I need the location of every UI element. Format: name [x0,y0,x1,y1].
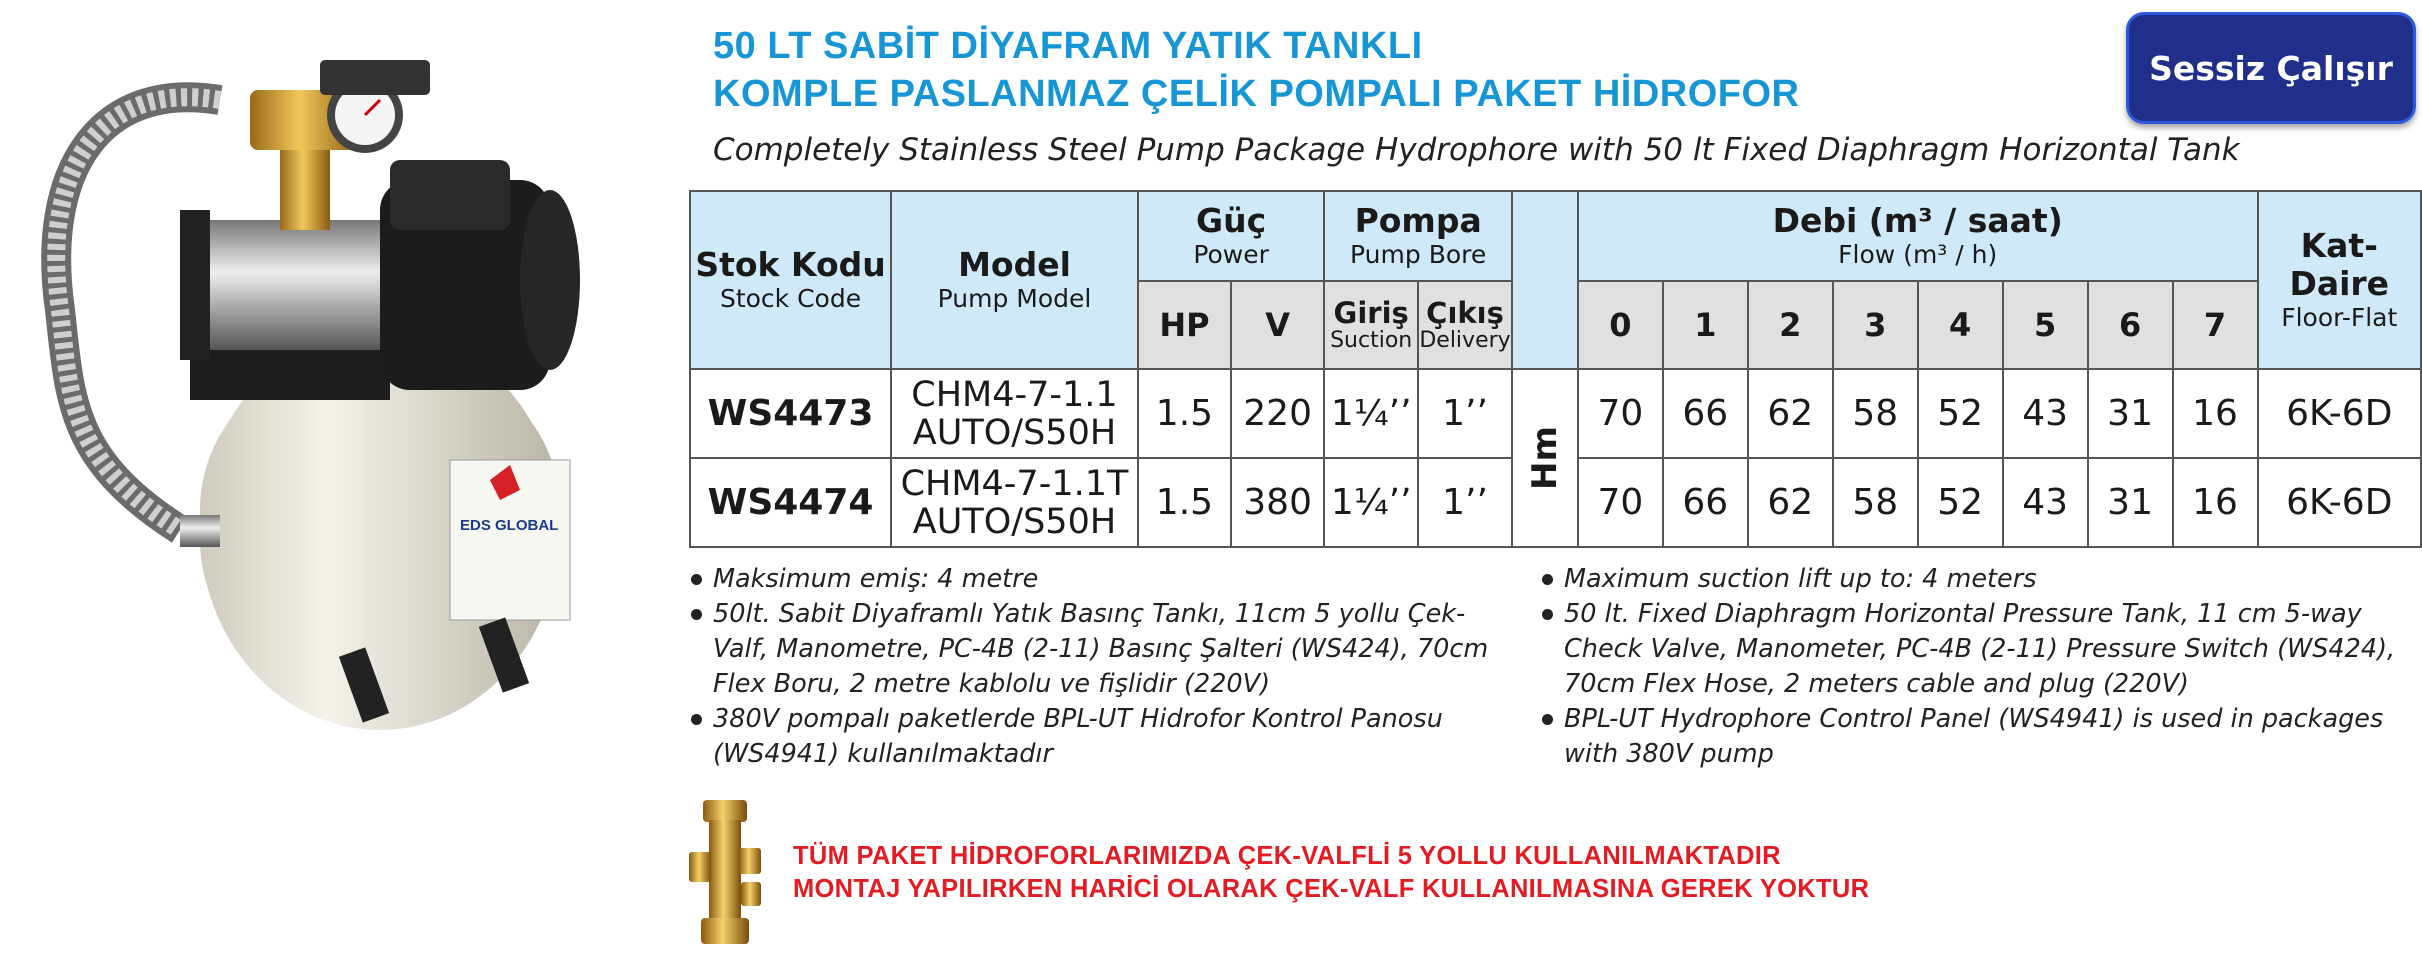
header-pump-tr: Pompa [1354,201,1482,240]
flow-cell: 70 [1578,369,1663,458]
flow-cell: 43 [2003,458,2088,547]
header-suction-en: Suction [1330,328,1413,353]
warning-text [793,840,1869,906]
volt-cell: 220 [1231,369,1324,458]
header-floor-en: Floor-Flat [2281,303,2398,332]
flow-cell: 70 [1578,458,1663,547]
check-valve-icon [685,800,765,945]
header-flow-1: 1 [1663,281,1748,369]
header-suction-tr: Giriş [1333,296,1409,330]
header-flow-2: 2 [1748,281,1833,369]
model-line-1: CHM4-7-1.1T [900,463,1129,504]
tank-brand-label: EDS GLOBAL [460,517,559,534]
product-image [20,60,620,730]
delivery-cell: 1’’ [1418,369,1512,458]
page-subtitle: Completely Stainless Steel Pump Package Hydrophore with 50 lt Fixed Diaphragm Horizontal Tank [713,132,2240,168]
note-item: Maximum suction lift up to: 4 meters [1540,562,2400,597]
note-item: 50lt. Sabit Diyaframlı Yatık Basınç Tankı, 11cm 5 yollu Çek-Valf, Manometre, PC-4B (2-11) Basınç Şalteri (WS424), 70cm Flex Boru, 2 metre kablolu ve fişlidir (220V) [689,597,1509,702]
header-flow-4: 4 [1918,281,2003,369]
header-delivery-tr: Çıkış [1426,296,1504,330]
flow-cell: 43 [2003,369,2088,458]
silent-operation-badge [2126,12,2416,124]
header-stock-code-en: Stock Code [719,284,862,313]
stock-code-cell: WS4473 [690,369,891,458]
header-stock-code-tr: Stok Kodu [695,245,886,284]
hydrophore-pump-icon [20,60,620,730]
header-hp: HP [1138,281,1231,369]
floor-cell: 6K-6D [2258,458,2421,547]
title-line-1: 50 LT SABİT DİYAFRAM YATIK TANKLI [713,25,1423,67]
header-stock-code [690,191,891,369]
header-model [891,191,1138,369]
hp-cell: 1.5 [1138,458,1231,547]
flow-cell: 62 [1748,369,1833,458]
warning-line-1: TÜM PAKET HİDROFORLARIMIZDA ÇEK-VALFLİ 5 YOLLU KULLANILMAKTADIR [793,842,1781,870]
header-hm-spacer [1512,191,1578,369]
model-cell [891,369,1138,458]
floor-cell: 6K-6D [2258,369,2421,458]
flow-cell: 16 [2173,369,2258,458]
header-pump [1324,191,1512,281]
model-line-2: AUTO/S50H [912,412,1117,453]
hm-label: Hm [1524,426,1565,490]
spec-table [689,190,2422,548]
header-power-tr: Güç [1196,201,1267,240]
suction-cell: 1¼’’ [1324,458,1418,547]
header-floor-tr: Kat-Daire [2289,226,2390,303]
header-flow-7: 7 [2173,281,2258,369]
flow-cell: 52 [1918,369,2003,458]
notes-turkish [689,562,1509,772]
header-row-1 [690,191,2421,281]
header-volt: V [1231,281,1324,369]
flow-cell: 52 [1918,458,2003,547]
header-model-en: Pump Model [937,284,1092,313]
model-line-2: AUTO/S50H [912,501,1117,542]
stock-code-cell: WS4474 [690,458,891,547]
header-power-en: Power [1193,240,1269,269]
flow-cell: 58 [1833,369,1918,458]
title-line-2: KOMPLE PASLANMAZ ÇELİK POMPALI PAKET HİDROFOR [713,73,1800,115]
note-item: Maksimum emiş: 4 metre [689,562,1509,597]
note-item: 50 lt. Fixed Diaphragm Horizontal Pressure Tank, 11 cm 5-way Check Valve, Manometer, PC-4B (2-11) Pressure Switch (WS424), 70cm Flex Hose, 2 meters cable and plug (220V) [1540,597,2400,702]
delivery-cell: 1’’ [1418,458,1512,547]
header-delivery [1418,281,1512,369]
header-model-tr: Model [958,245,1071,284]
header-delivery-en: Delivery [1419,328,1511,353]
flow-cell: 58 [1833,458,1918,547]
header-power [1138,191,1324,281]
header-flow-tr: Debi (m³ / saat) [1772,201,2063,240]
flow-cell: 66 [1663,369,1748,458]
volt-cell: 380 [1231,458,1324,547]
check-valve-image [685,800,765,945]
flow-cell: 16 [2173,458,2258,547]
note-item: BPL-UT Hydrophore Control Panel (WS4941) is used in packages with 380V pump [1540,702,2400,772]
hm-cell [1512,369,1578,547]
flow-cell: 62 [1748,458,1833,547]
badge-label: Sessiz Çalışır [2149,48,2393,88]
note-item: 380V pompalı paketlerde BPL-UT Hidrofor Kontrol Panosu (WS4941) kullanılmaktadır [689,702,1509,772]
hp-cell: 1.5 [1138,369,1231,458]
header-pump-en: Pump Bore [1350,240,1487,269]
header-floor [2258,191,2421,369]
header-flow-6: 6 [2088,281,2173,369]
notes-english [1540,562,2400,772]
flow-cell: 31 [2088,458,2173,547]
warning-line-2: MONTAJ YAPILIRKEN HARİCİ OLARAK ÇEK-VALF KULLANILMASINA GEREK YOKTUR [793,875,1870,903]
header-flow [1578,191,2258,281]
table-row [690,369,2421,458]
page-title [713,22,1799,118]
model-cell [891,458,1138,547]
header-flow-en: Flow (m³ / h) [1838,240,1998,269]
flow-cell: 66 [1663,458,1748,547]
header-flow-5: 5 [2003,281,2088,369]
header-flow-0: 0 [1578,281,1663,369]
suction-cell: 1¼’’ [1324,369,1418,458]
flow-cell: 31 [2088,369,2173,458]
header-suction [1324,281,1418,369]
model-line-1: CHM4-7-1.1 [911,374,1118,415]
header-flow-3: 3 [1833,281,1918,369]
